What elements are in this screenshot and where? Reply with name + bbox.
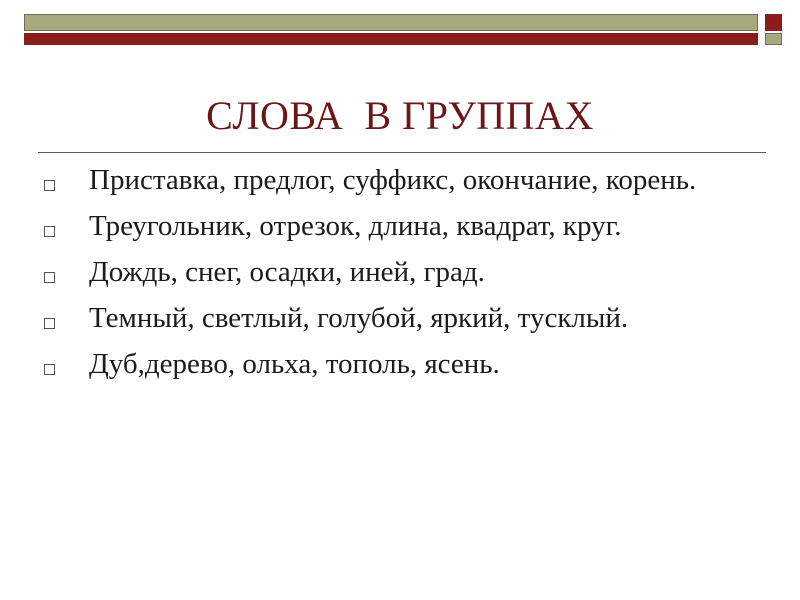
- bullet-list: [40, 162, 770, 392]
- list-item: [40, 300, 770, 337]
- list-item: [40, 346, 770, 383]
- list-item-text: Треугольник, отрезок, длина, квадрат, круг.: [89, 210, 622, 242]
- header-band-red: [24, 33, 758, 45]
- header-band-olive: [24, 14, 758, 31]
- list-item: [40, 254, 770, 291]
- slide-title: СЛОВА В ГРУППАХ: [206, 93, 594, 138]
- hollow-square-bullet-icon: [44, 272, 55, 283]
- list-item-text: Приставка, предлог, суффикс, окончание, корень.: [89, 164, 697, 196]
- list-item-text: Темный, светлый, голубой, яркий, тусклый.: [89, 302, 629, 334]
- corner-square-olive: [765, 33, 782, 45]
- list-item: [40, 162, 770, 199]
- hollow-square-bullet-icon: [44, 318, 55, 329]
- corner-square-red: [765, 14, 782, 31]
- title-divider: [38, 152, 766, 153]
- hollow-square-bullet-icon: [44, 226, 55, 237]
- list-item: [40, 208, 770, 245]
- list-item-text: Дождь, снег, осадки, иней, град.: [89, 256, 485, 288]
- list-item-text: Дуб,дерево, ольха, тополь, ясень.: [89, 348, 500, 380]
- hollow-square-bullet-icon: [44, 364, 55, 375]
- hollow-square-bullet-icon: [44, 180, 55, 191]
